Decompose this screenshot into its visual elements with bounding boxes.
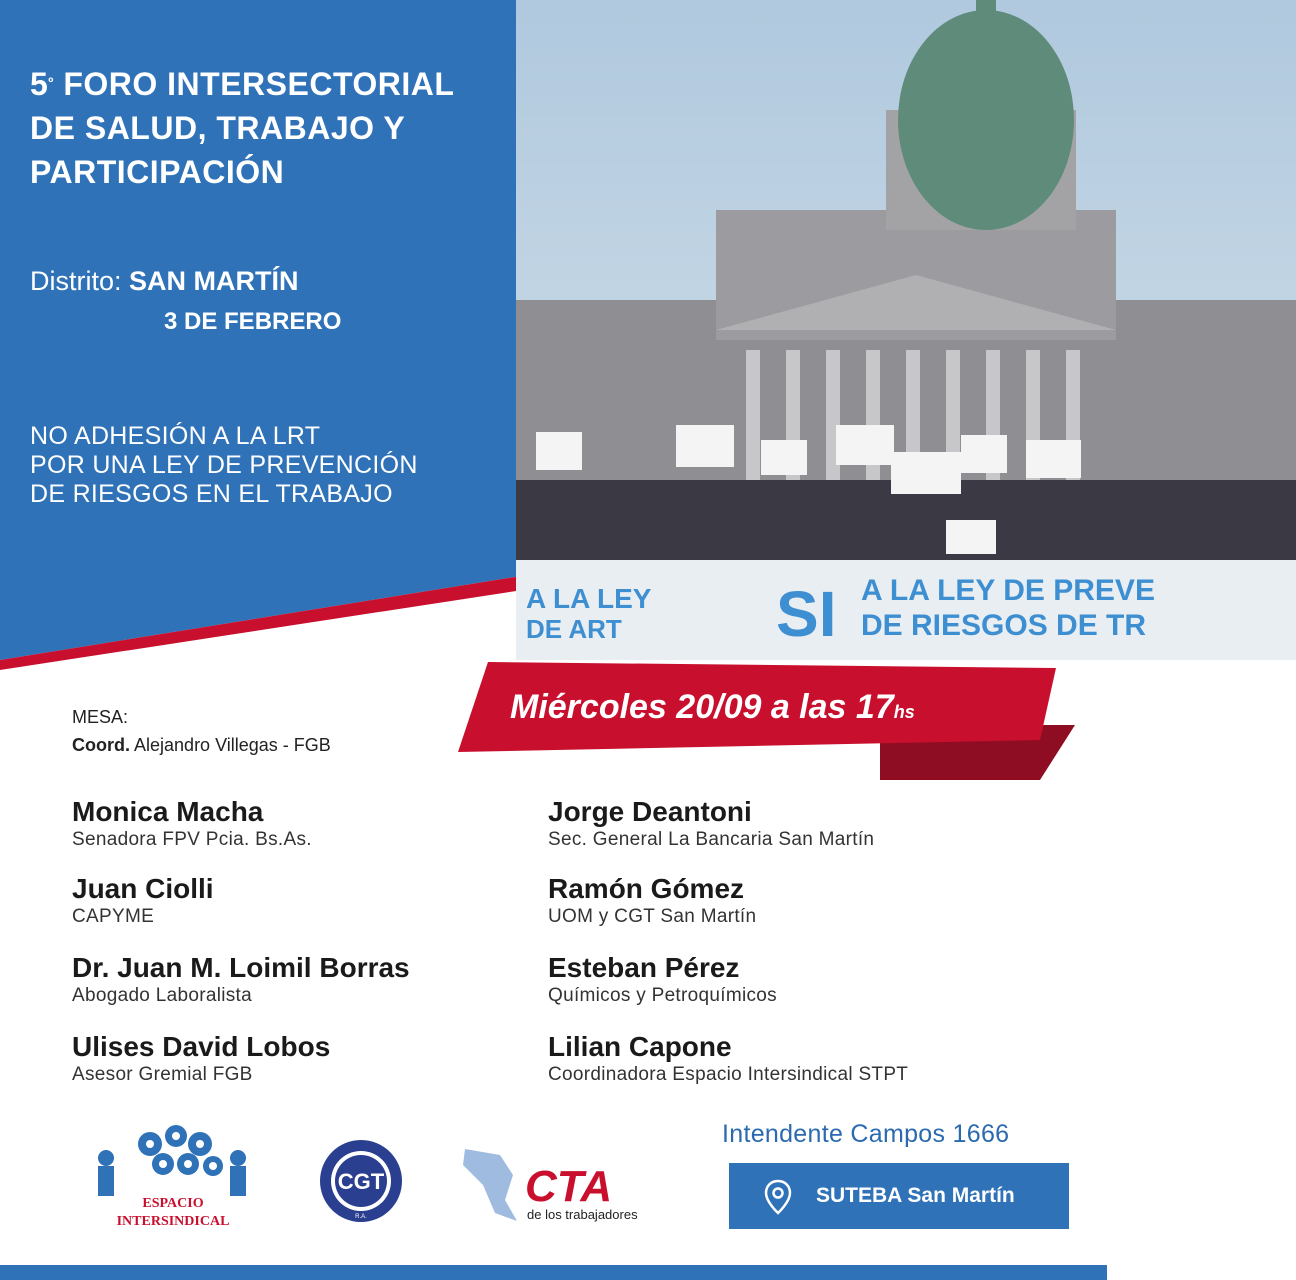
event-title: $5^º$ FORO INTERSECTORIAL DE SALUD, TRABAJO Y PARTICIPACIÓN xyxy=(30,66,455,190)
event-datetime: Miércoles 20/09 a las 17hs xyxy=(510,688,915,726)
photo-banner-right1: A LA LEY DE PREVE xyxy=(861,574,1155,607)
mesa-label: MESA: xyxy=(72,707,129,727)
svg-text:R.A.: R.A. xyxy=(355,1214,367,1220)
photo-banner-si: SI xyxy=(776,578,837,650)
espacio-intersindical-logo xyxy=(88,1122,258,1234)
venue-name: SUTEBA San Martín xyxy=(816,1184,1015,1207)
bottom-bar xyxy=(0,1265,1107,1280)
venue-address: Intendente Campos 1666 xyxy=(722,1120,1010,1148)
svg-text:INTERSINDICAL: INTERSINDICAL xyxy=(116,1214,230,1229)
location-pin-icon xyxy=(765,1180,791,1214)
congress-photo xyxy=(516,0,1296,660)
speaker: Ramón Gómez UOM y CGT San Martín xyxy=(548,873,757,927)
coordinator: Coord. Alejandro Villegas - FGB xyxy=(72,735,331,755)
photo-banner-left: A LA LEY xyxy=(526,583,652,614)
slogan: NO ADHESIÓN A LA LRT POR UNA LEY DE PREVENCIÓN DE RIESGOS EN EL TRABAJO xyxy=(30,422,418,508)
svg-text:CGT: CGT xyxy=(337,1169,385,1194)
speaker: Juan Ciolli CAPYME xyxy=(72,873,214,927)
speaker: Lilian Capone Coordinadora Espacio Intersindical STPT xyxy=(548,1031,909,1085)
speaker: Ulises David Lobos Asesor Gremial FGB xyxy=(72,1031,331,1085)
cgt-logo xyxy=(318,1138,404,1224)
svg-text:CTA: CTA xyxy=(525,1162,613,1211)
district-date: 3 DE FEBRERO xyxy=(164,308,342,335)
speaker: Dr. Juan M. Loimil Borras Abogado Laboralista xyxy=(72,952,410,1006)
photo-banner-left2: DE ART xyxy=(526,614,622,644)
svg-text:ESPACIO: ESPACIO xyxy=(142,1196,204,1211)
cta-logo xyxy=(455,1145,665,1225)
speaker: Monica Macha Senadora FPV Pcia. Bs.As. xyxy=(72,796,312,850)
speaker: Esteban Pérez Químicos y Petroquímicos xyxy=(548,952,777,1006)
svg-text:de los trabajadores: de los trabajadores xyxy=(527,1207,638,1222)
speaker: Jorge Deantoni Sec. General La Bancaria San Martín xyxy=(548,796,875,850)
district-line: Distrito: SAN MARTÍN xyxy=(30,266,299,296)
photo-banner-right2: DE RIESGOS DE TR xyxy=(861,609,1147,642)
